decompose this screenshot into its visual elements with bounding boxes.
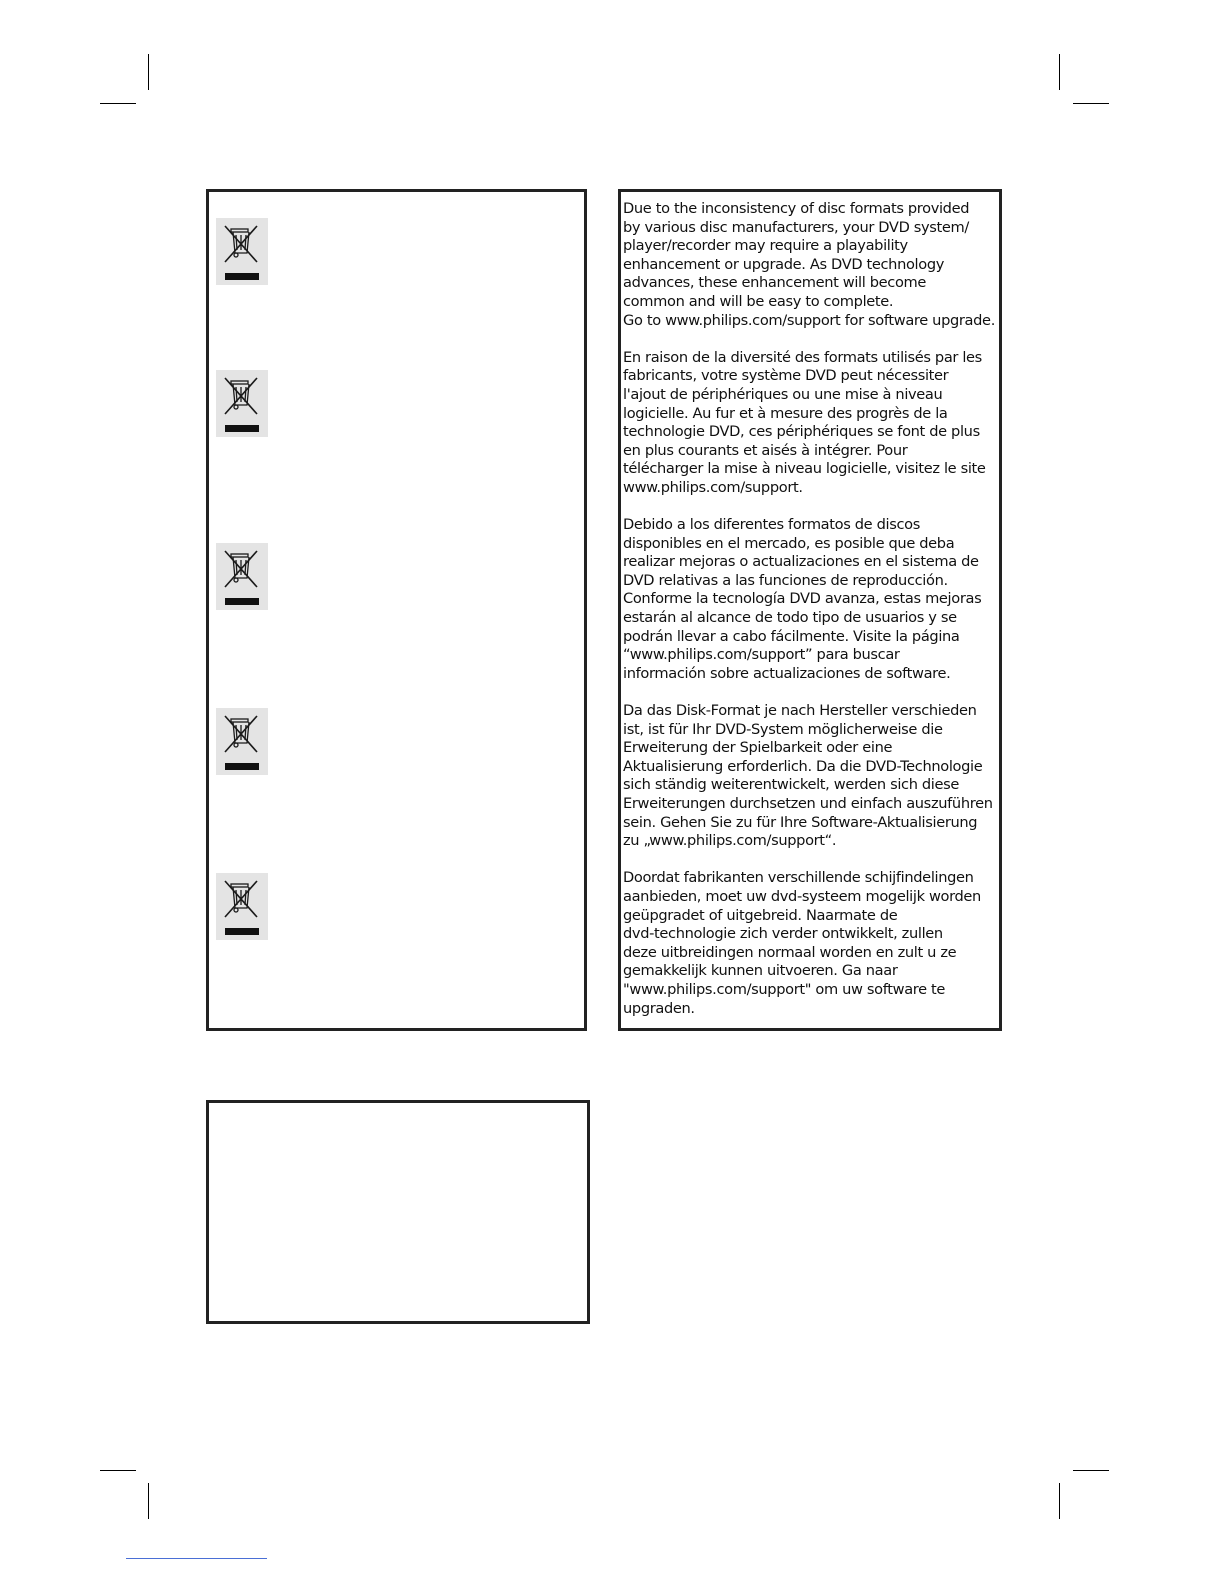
crop-mark-top-left-horizontal [100, 103, 136, 104]
notice-paragraph-german: Da das Disk-Format je nach Hersteller verschieden ist, ist für Ihr DVD-System möglicherweise die Erweiterung der Spielbarkeit oder eine Aktualisierung erforderlich. Da die DVD-Technologie sich ständig weiterentwickelt, werden sich diese Erweiterungen durchsetzen und einfach auszuführen sein. Gehen Sie zu für Ihre Software-Aktualisierung zu „www.philips.com/support“. [623, 702, 993, 850]
crop-mark-bottom-right-vertical [1059, 1483, 1060, 1519]
crop-mark-top-right-horizontal [1073, 103, 1109, 104]
weee-bin-icon [216, 873, 268, 940]
crop-mark-bottom-right-horizontal [1073, 1470, 1109, 1471]
bottom-link-underline [126, 1558, 267, 1559]
notice-text [623, 200, 999, 1037]
upgrade-notice-box [618, 189, 1002, 1031]
crop-mark-top-left-vertical [148, 54, 149, 90]
crop-mark-bottom-left-vertical [148, 1483, 149, 1519]
crop-mark-top-right-vertical [1059, 54, 1060, 90]
notice-paragraph-spanish: Debido a los diferentes formatos de discos disponibles en el mercado, es posible que deba realizar mejoras o actualizaciones en el sistema de DVD relativas a las funciones de reproducción. Conforme la tecnología DVD avanza, estas mejoras estarán al alcance de todo tipo de usuarios y se podrán llevar a cabo fácilmente. Visite la página “www.philips.com/support” para buscar información sobre actualizaciones de software. [623, 516, 982, 682]
notice-paragraph-english: Due to the inconsistency of disc formats provided by various disc manufacturers, your DVD system/ player/recorder may require a playability enhancement or upgrade. As DVD technology advances, these enhancement will become common and will be easy to complete. Go to www.philips.com/support for software upgrade. [623, 200, 995, 329]
notice-paragraph-french: En raison de la diversité des formats utilisés par les fabricants, votre système DVD peut nécessiter l'ajout de périphériques ou une mise à niveau logicielle. Au fur et à mesure des progrès de la technologie DVD, ces périphériques se font de plus en plus courants et aisés à intégrer. Pour télécharger la mise à niveau logicielle, visitez le site www.philips.com/support. [623, 348, 986, 496]
weee-bin-icon [216, 543, 268, 610]
disposal-icons-box [206, 189, 587, 1031]
crop-mark-bottom-left-horizontal [100, 1470, 136, 1471]
notice-paragraph-dutch: Doordat fabrikanten verschillende schijfindelingen aanbieden, moet uw dvd-systeem mogelijk worden geüpgradet of uitgebreid. Naarmate de dvd-technologie zich verder ontwikkelt, zullen deze uitbreidingen normaal worden en zult u ze gemakkelijk kunnen uitvoeren. Ga naar "www.philips.com/support" om uw software te upgraden. [623, 869, 981, 1017]
weee-bin-icon [216, 708, 268, 775]
weee-bin-icon [216, 218, 268, 285]
weee-bin-icon [216, 370, 268, 437]
empty-box [206, 1100, 590, 1324]
